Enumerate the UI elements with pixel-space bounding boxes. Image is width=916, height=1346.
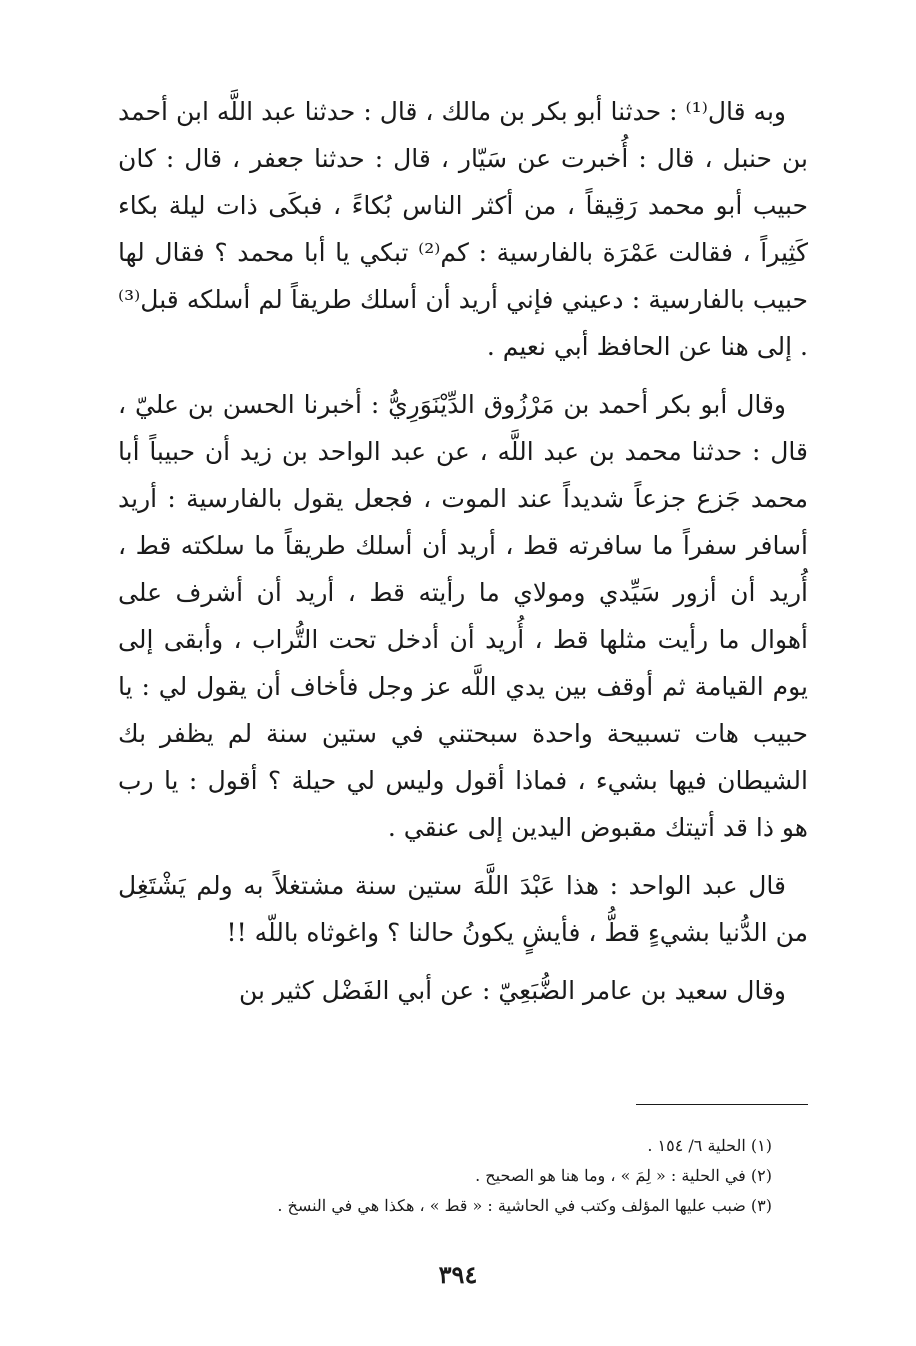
page-number: ٣٩٤ xyxy=(438,1260,478,1289)
footnote-1: (١) الحلية ٦/ ١٥٤ . xyxy=(647,1136,772,1155)
paragraph-said-ibn-amir: وقال سعيد بن عامر الضُّبَعِيّ : عن أبي الفَضْل كثير بن xyxy=(238,976,786,1005)
paragraph-habib-weeping: وبه قال⁽¹⁾ : حدثنا أبو بكر بن مالك ، قال : حدثنا عبد اللَّه ابن أحمد بن حنبل ، قال : أُخبرت عن سَيّار ، قال : حدثنا جعفر ، قال : كان حبيب أبو محمد رَقِيقاً ، من أكثر الناس بُكاءً ، فبكَى ذات ليلة بكاء كَثِيراً ، فقالت عَمْرَة بالفارسية : كم⁽²⁾ تبكي يا أبا محمد ؟ فقال لها حبيب بالفارسية : دعيني فإني أريد أن أسلك طريقاً لم أسلكه قبل⁽³⁾ . إلى هنا عن الحافظ أبي نعيم . xyxy=(118,97,808,361)
footnote-divider xyxy=(636,1104,808,1105)
main-text xyxy=(118,88,808,1025)
paragraph-abd-al-wahid: قال عبد الواحد : هذا عَبْدَ اللَّهَ ستين سنة مشتغلاً به ولم يَشْتَغِل من الدُّنيا بشيءٍ قطُّ ، فأيشٍ يكونُ حالنا ؟ واغوثاه باللّه !! xyxy=(118,871,808,947)
paragraph-habib-death: وقال أبو بكر أحمد بن مَرْزُوق الدِّيْنَوَرِيُّ : أخبرنا الحسن بن عليّ ، قال : حدثنا محمد بن عبد اللَّه ، عن عبد الواحد بن زيد أن حبيباً أبا محمد جَزع جزعاً شديداً عند الموت ، فجعل يقول بالفارسية : أريد أسافر سفراً ما سافرته قط ، أريد أن أسلك طريقاً ما سلكته قط ، أُريد أن أزور سَيِّدي ومولاي ما رأيته قط ، أريد أن أشرف على أهوال ما رأيت مثلها قط ، أُريد أن أدخل تحت التُّراب ، وأبقى إلى يوم القيامة ثم أوقف بين يدي اللَّه عز وجل فأخاف أن يقول لي : يا حبيب هات تسبيحة واحدة سبحتني في ستين سنة لم يظفر بك الشيطان فيها بشيء ، فماذا أقول وليس لي حيلة ؟ أقول : يا رب هو ذا قد أتيتك مقبوض اليدين إلى عنقي . xyxy=(118,390,808,842)
footnotes xyxy=(152,1131,772,1221)
footnote-3: (٣) ضبب عليها المؤلف وكتب في الحاشية : « قط » ، هكذا هي في النسخ . xyxy=(277,1196,772,1215)
footnote-2: (٢) في الحلية : « لِمَ » ، وما هنا هو الصحيح . xyxy=(475,1166,772,1185)
